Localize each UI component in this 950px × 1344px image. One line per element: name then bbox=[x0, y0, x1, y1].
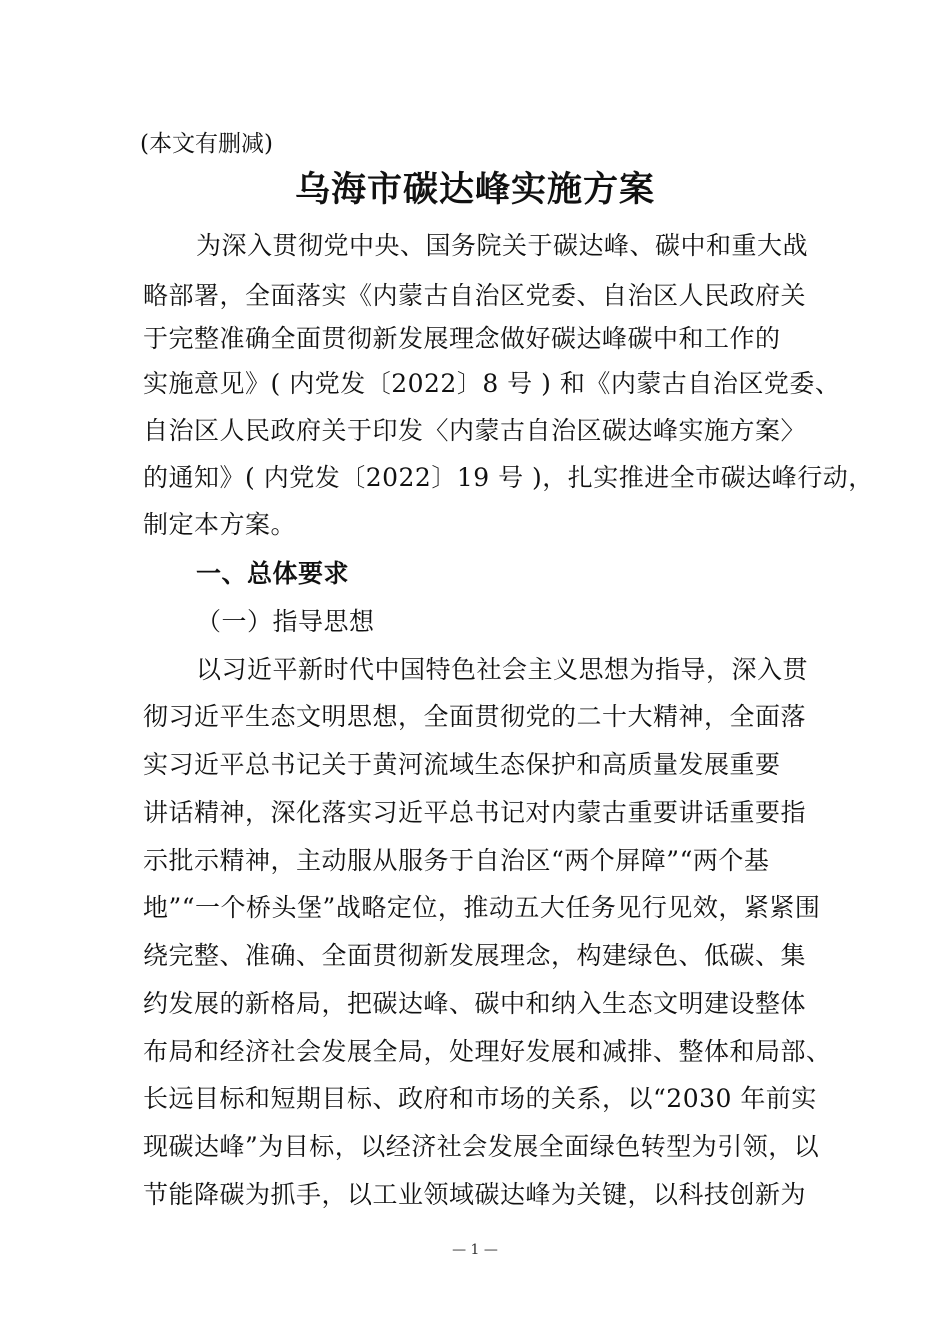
subsection-heading: （一）指导思想 bbox=[196, 607, 375, 636]
page-number: — 1 — bbox=[452, 1242, 498, 1258]
body-line: 示批示精神，主动服从服务于自治区“两个屏障”“两个基 bbox=[143, 846, 770, 875]
intro-line: 制定本方案。 bbox=[143, 510, 297, 539]
intro-line: 的通知》( 内党发〔2022〕19 号 )，扎实推进全市碳达峰行动， bbox=[143, 463, 874, 492]
section-heading: 一、总体要求 bbox=[196, 559, 350, 588]
intro-line: 于完整准确全面贯彻新发展理念做好碳达峰碳中和工作的 bbox=[143, 324, 781, 353]
body-line: 彻习近平生态文明思想，全面贯彻党的二十大精神，全面落 bbox=[143, 702, 807, 731]
deletion-note: (本文有删减) bbox=[140, 131, 273, 157]
body-line: 节能降碳为抓手，以工业领域碳达峰为关键，以科技创新为 bbox=[143, 1180, 807, 1209]
intro-line: 自治区人民政府关于印发〈内蒙古自治区碳达峰实施方案〉 bbox=[143, 416, 807, 445]
body-line: 现碳达峰”为目标，以经济社会发展全面绿色转型为引领，以 bbox=[143, 1132, 820, 1161]
intro-line: 实施意见》( 内党发〔2022〕8 号 ) 和《内蒙古自治区党委、 bbox=[143, 369, 841, 398]
intro-line: 略部署，全面落实《内蒙古自治区党委、自治区人民政府关 bbox=[143, 281, 807, 310]
body-line: 长远目标和短期目标、政府和市场的关系，以“2030 年前实 bbox=[143, 1084, 817, 1113]
document-title: 乌海市碳达峰实施方案 bbox=[294, 169, 655, 210]
intro-line: 为深入贯彻党中央、国务院关于碳达峰、碳中和重大战 bbox=[196, 231, 809, 260]
body-line: 地”“一个桥头堡”战略定位，推动五大任务见行见效，紧紧围 bbox=[143, 893, 821, 922]
body-line: 绕完整、准确、全面贯彻新发展理念，构建绿色、低碳、集 bbox=[143, 941, 807, 970]
body-line: 讲话精神，深化落实习近平总书记对内蒙古重要讲话重要指 bbox=[143, 798, 807, 827]
body-line: 布局和经济社会发展全局，处理好发展和减排、整体和局部、 bbox=[143, 1037, 832, 1066]
body-line: 实习近平总书记关于黄河流域生态保护和高质量发展重要 bbox=[143, 750, 781, 779]
body-line: 以习近平新时代中国特色社会主义思想为指导，深入贯 bbox=[196, 655, 809, 684]
body-line: 约发展的新格局，把碳达峰、碳中和纳入生态文明建设整体 bbox=[143, 989, 807, 1018]
